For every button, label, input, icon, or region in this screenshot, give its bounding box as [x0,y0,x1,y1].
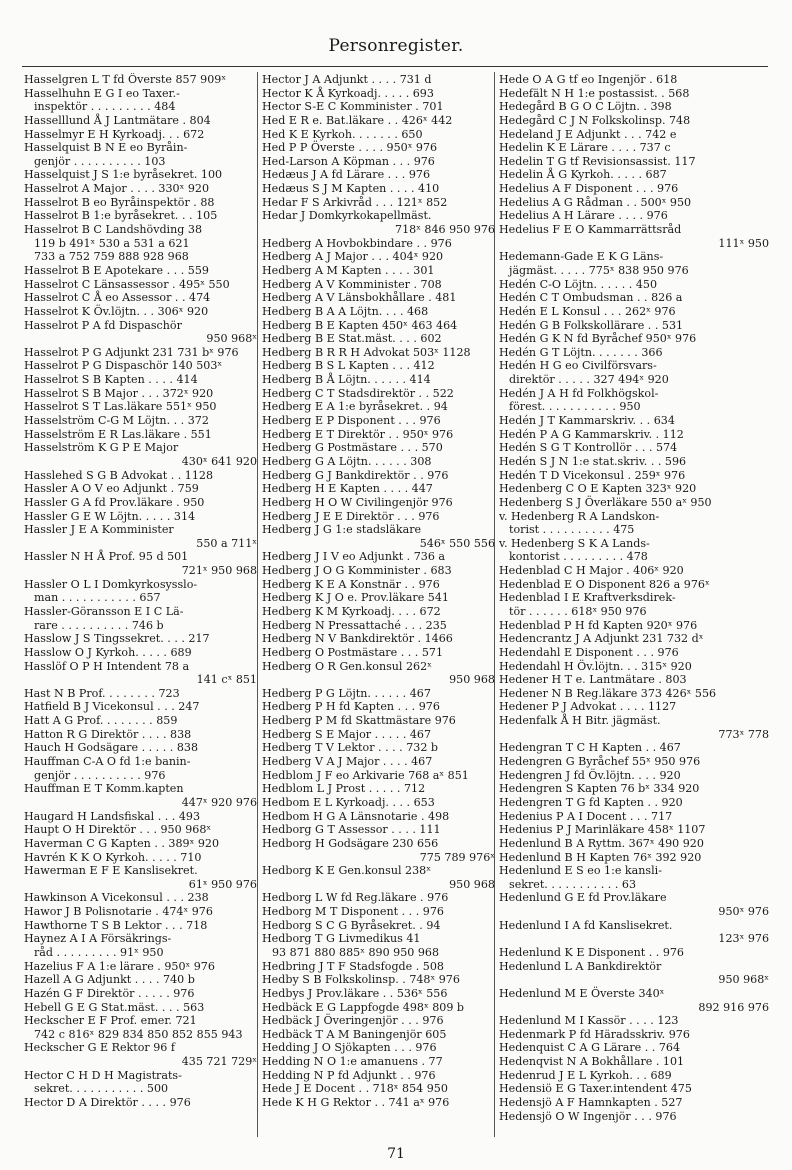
register-entry-continuation: 141 cˣ 851 [196,673,257,687]
header-rule [22,66,768,67]
register-entry-continuation: 123ˣ 976 [718,932,769,946]
register-entry: Hast N B Prof. . . . . . . . 723 [24,686,180,700]
register-entry: Hedberg J I V eo Adjunkt . 736 a [262,550,446,564]
page-number: 71 [387,1146,405,1162]
register-entry: Hedén E L Konsul . . . 262ˣ 976 [499,304,676,318]
register-entry: Hasslow O J Kyrkoh. . . . . 689 [24,645,192,659]
register-entry: Hedblom L J Prost . . . . . 712 [262,782,426,796]
register-entry: Hasselström E R Las.läkare . 551 [24,427,212,441]
register-entry-continuation: inspektör . . . . . . . . . 484 [34,100,176,114]
register-entry: Hede O A G tf eo Ingenjör . 618 [499,73,678,86]
register-entry-continuation: sekret. . . . . . . . . . . 500 [34,1082,169,1096]
register-entry: Hasselrot A Major . . . . 330ˣ 920 [24,182,210,196]
register-entry: Hedberg B A A Löjtn. . . . 468 [262,304,429,318]
register-entry: Hedberg S E Major . . . . . 467 [262,727,432,741]
register-entry: Hedelius F E O Kammarrättsråd [499,223,682,237]
register-entry: Hauffman E T Komm.kapten [24,782,184,796]
register-entry: Hasselgren L T fd Överste 857 909ˣ [24,73,227,86]
register-entry: Hedberg B E Kapten 450ˣ 463 464 [262,318,458,332]
register-entry: Hedenlund L A Bankdirektör [499,959,662,973]
register-entry: Hasselllund Å J Lantmätare . 804 [24,113,211,127]
register-entry: Hedar F S Arkivråd . . . 121ˣ 852 [262,195,448,209]
register-entry: Hedberg J G 1:e stadsläkare [262,523,422,537]
register-entry: Hasselhuhn E G I eo Taxer.- [24,86,180,100]
register-entry: Hedberg O R Gen.konsul 262ˣ [262,659,432,673]
register-column-2 [262,73,495,1110]
register-entry: Hedenberg S J Överläkare 550 aˣ 950 [499,495,712,509]
register-entry: Hasselquist B N E eo Byråin- [24,141,188,155]
register-entry: Hedengren G Byråchef 55ˣ 950 976 [499,755,701,769]
register-entry: Hedén S J N 1:e stat.skriv. . . 596 [499,454,687,468]
register-entry-continuation: 550 a 711ˣ [196,536,257,550]
register-entry: Hedenberg C O E Kapten 323ˣ 920 [499,482,697,496]
register-entry: Hedberg A M Kapten . . . . 301 [262,263,435,277]
register-entry: Hassler G E W Löjtn. . . . . 314 [24,509,196,523]
register-entry: Hedenmark P fd Häradsskriv. 976 [499,1027,690,1041]
register-entry: Hedén S G T Kontrollör . . . 574 [499,441,678,455]
register-entry: Hasselrot C Länsassessor . 495ˣ 550 [24,277,230,291]
register-entry: Hedberg E T Direktör . . 950ˣ 976 [262,427,454,441]
register-entry: Hedener P J Advokat . . . . 1127 [499,700,677,714]
register-entry: Hauffman C-A O fd 1:e banin- [24,755,191,769]
register-entry: Havrén K K O Kyrkoh. . . . . 710 [24,850,202,864]
register-entry: Hedén G T Löjtn. . . . . . . 366 [499,345,663,359]
register-entry: Hazén G F Direktör . . . . . 976 [24,986,195,1000]
register-entry: Hasselquist J S 1:e byråsekret. 100 [24,168,223,182]
register-entry: Hedborg H Godsägare 230 656 [262,836,439,850]
register-entry: Hawthorne T S B Lektor . . . 718 [24,918,208,932]
register-entry: Hedenlund M E Överste 340ˣ [499,986,665,1000]
register-entry-continuation: 721ˣ 950 968 [181,564,257,578]
register-entry: Hedenlund B H Kapten 76ˣ 392 920 [499,850,702,864]
register-entry-continuation: 950 968ˣ [206,332,257,346]
register-entry: Hasslow J S Tingssekret. . . . 217 [24,632,210,646]
register-entry: Hedberg G A Löjtn. . . . . . 308 [262,454,432,468]
register-entry: Hedén C T Ombudsman . . 826 a [499,291,683,305]
register-entry: Hedæus S J M Kapten . . . . 410 [262,182,440,196]
register-entry: Hedberg T V Lektor . . . . 732 b [262,741,439,755]
register-entry-continuation: 950 968 [449,877,495,891]
register-entry: Hedberg B R R H Advokat 503ˣ 1128 [262,345,471,359]
register-entry: Hasselström C-G M Löjtn. . . 372 [24,414,209,428]
register-entry: Hed P P Överste . . . . 950ˣ 976 [262,141,438,155]
register-entry: Hawkinson A Vicekonsul . . . 238 [24,891,209,905]
register-entry-continuation: 733 a 752 759 888 928 968 [34,250,189,264]
register-entry: Hedenius P A I Docent . . . 717 [499,809,673,823]
register-column-3 [499,73,769,1123]
register-entry: Hassler G A fd Prov.läkare . 950 [24,495,205,509]
register-entry: Hedberg J O G Komminister . 683 [262,564,452,578]
register-entry: Hasselmyr E H Kyrkoadj. . . 672 [24,127,205,141]
register-entry: Hedén G B Folkskollärare . . 531 [499,318,684,332]
register-entry: Hedberg J E E Direktör . . . 976 [262,509,440,523]
register-entry: Hedbys J Prov.läkare . . 536ˣ 556 [262,986,448,1000]
register-entry: Hedding N O 1:e amanuens . 77 [262,1055,443,1069]
register-entry: Hector J A Adjunkt . . . . 731 d [262,73,432,86]
register-entry: Hede K H G Rektor . . 741 aˣ 976 [262,1096,450,1110]
register-entry: Heckscher G E Rektor 96 f [24,1041,175,1055]
register-entry: Hedenqvist N A Bokhållare . 101 [499,1055,685,1069]
register-entry-continuation: 546ˣ 550 556 [419,536,495,550]
register-entry: Hedberg V A J Major . . . . 467 [262,755,433,769]
register-entry-continuation: 447ˣ 920 976 [181,795,257,809]
page-title: Personregister. [328,36,464,56]
register-entry: Hedbäck J Överingenjör . . . 976 [262,1014,444,1028]
register-entry: Hedengren S Kapten 76 bˣ 334 920 [499,782,700,796]
register-entry: Hedenlund G E fd Prov.läkare [499,891,667,905]
register-entry-continuation: 93 871 880 885ˣ 890 950 968 [272,946,440,959]
register-entry-continuation: 950 968ˣ [718,973,769,987]
register-entry-continuation: sekret. . . . . . . . . . . 63 [509,877,637,891]
register-entry: Hasselrot S B Kapten . . . . 414 [24,373,198,387]
register-entry: Hedenius P J Marinläkare 458ˣ 1107 [499,823,706,837]
register-entry: Hasselrot B E Apotekare . . . 559 [24,263,209,277]
register-entry-continuation: 435 721 729ˣ [181,1055,257,1069]
register-entry: Hedenlund E S eo 1:e kansli- [499,864,662,878]
register-entry: Hazelius F A 1:e lärare . 950ˣ 976 [24,959,215,973]
register-entry: Hedbom E L Kyrkoadj. . . . 653 [262,795,435,809]
register-entry: Hedberg B Å Löjtn. . . . . . 414 [262,373,431,387]
register-entry: Hawerman E F E Kanslisekret. [24,864,198,878]
register-entry: Hedberg H E Kapten . . . . 447 [262,482,433,496]
register-entry: Hasslöf O P H Intendent 78 a [24,659,190,673]
register-entry: Hedelin T G tf Revisionsassist. 117 [499,154,696,168]
register-entry: Hedberg K M Kyrkoadj. . . . 672 [262,604,441,618]
register-entry: Hedberg P G Löjtn. . . . . . 467 [262,686,431,700]
register-entry: Hedenlund K E Disponent . . 976 [499,946,684,959]
register-entry: Hedén T D Vicekonsul . 259ˣ 976 [499,468,686,482]
register-entry: Hedelius A H Lärare . . . . 976 [499,209,668,223]
register-entry: Hector S-E C Komminister . 701 [262,100,444,114]
register-entry: Hedberg B E Stat.mäst. . . . 602 [262,332,442,346]
register-entry-continuation: rare . . . . . . . . . . 746 b [34,618,164,632]
register-entry: Hedborg M T Disponent . . . 976 [262,905,444,919]
register-entry: Hedenlund M I Kassör . . . . 123 [499,1014,679,1028]
register-entry: Hassler A O V eo Adjunkt . 759 [24,482,199,496]
register-entry: Hedding J O Sjökapten . . . 976 [262,1041,437,1055]
register-entry: Hedberg B S L Kapten . . . 412 [262,359,435,373]
register-entry: Hasselrot P G Dispaschör 140 503ˣ [24,359,223,373]
register-entry: Hedendahl E Disponent . . . 976 [499,645,679,659]
register-entry-continuation: torist . . . . . . . . . . 475 [509,523,635,537]
register-entry-continuation: 119 b 491ˣ 530 a 531 a 621 [34,236,190,250]
register-entry: Hassler N H Å Prof. 95 d 501 [24,550,189,564]
register-entry: Hedborg S C G Byråsekret. . 94 [262,918,441,932]
register-entry: Hassler J E A Komminister [24,523,174,537]
register-entry: Hedelin K E Lärare . . . . 737 c [499,141,671,155]
register-entry: Hedensjö A F Hamnkapten . 527 [499,1096,683,1110]
register-entry: Hedberg K J O e. Prov.läkare 541 [262,591,449,605]
register-entry: Hedenblad I E Kraftverksdirek- [499,591,676,605]
register-entry: Hedborg K E Gen.konsul 238ˣ [262,864,431,878]
register-entry: Hector D A Direktör . . . . 976 [24,1096,191,1110]
register-entry: Hedendahl H Öv.löjtn. . . 315ˣ 920 [499,659,692,673]
register-entry: Hedengren J fd Öv.löjtn. . . . 920 [499,768,681,782]
register-entry: Hedeland J E Adjunkt . . . 742 e [499,127,677,141]
register-entry: Hasselrot K Öv.löjtn. . . 306ˣ 920 [24,304,209,318]
register-entry: Hedensjö O W Ingenjör . . . 976 [499,1109,677,1123]
register-entry-continuation: 950 968 [449,673,495,687]
register-entry: Hasslehed S G B Advokat . . 1128 [24,468,214,482]
register-entry: Hassler O L I Domkyrkosysslo- [24,577,198,591]
register-entry: Hatton R G Direktör . . . . 838 [24,727,192,741]
register-entry: Hedelius A F Disponent . . . 976 [499,182,679,196]
register-entry-continuation: direktör . . . . . 327 494ˣ 920 [509,373,669,387]
register-entry: Hedenblad P H fd Kapten 920ˣ 976 [499,618,698,632]
register-entry: Hedensiö E G Taxer.intendent 475 [499,1082,692,1096]
register-entry: Hasselrot S B Major . . . 372ˣ 920 [24,386,214,400]
register-entry: Hedæus J A fd Lärare . . . 976 [262,168,431,182]
register-entry-continuation: 61ˣ 950 976 [188,877,257,891]
register-entry: Hedborg T G Livmedikus 41 [262,932,421,946]
register-entry: Hedén J A H fd Folkhögskol- [499,386,659,400]
register-entry-continuation: 775 789 976ˣ [419,850,495,864]
register-entry: Haupt O H Direktör . . . 950 968ˣ [24,823,212,837]
register-entry: Hedar J Domkyrkokapellmäst. [262,209,432,223]
register-entry-continuation: 892 916 976 [698,1000,769,1014]
register-entry: Hedblom J F eo Arkivarie 768 aˣ 851 [262,768,469,782]
register-entry: Hedberg P M fd Skattmästare 976 [262,714,456,728]
register-entry-continuation: råd . . . . . . . . . 91ˣ 950 [34,946,164,959]
register-entry: Hawor J B Polisnotarie . 474ˣ 976 [24,905,213,919]
register-entry: v. Hedenberg R A Landskon- [499,509,660,523]
register-entry: Hedberg H O W Civilingenjör 976 [262,495,453,509]
register-entry: Hedefält N H 1:e postassist. . 568 [499,86,690,100]
register-entry: Hasselrot P G Adjunkt 231 731 bˣ 976 [24,345,239,359]
column-divider [257,72,258,1137]
register-entry: Hedenlund B A Ryttm. 367ˣ 490 920 [499,836,704,850]
register-entry: Hedbring J T F Stadsfogde . 508 [262,959,444,973]
register-entry: Hedelius A G Rådman . . 500ˣ 950 [499,195,692,209]
register-entry: Hedener N B Reg.läkare 373 426ˣ 556 [499,686,717,700]
register-entry: Hassler-Göransson E I C Lä- [24,604,184,618]
register-entry: Hector K Å Kyrkoadj. . . . . 693 [262,86,434,100]
register-entry-continuation: 773ˣ 778 [718,727,769,741]
register-entry: Hedberg C T Stadsdirektör . . 522 [262,386,454,400]
register-entry: Hauch H Godsägare . . . . . 838 [24,741,199,755]
register-entry: Hasselrot B eo Byråinspektör . 88 [24,195,215,209]
register-entry: Hedby S B Folkskolinsp. . 748ˣ 976 [262,973,460,987]
register-entry: Hedberg A V Länsbokhållare . 481 [262,291,457,305]
register-entry-continuation: 718ˣ 846 950 976 [395,223,495,237]
register-entry: Hedén P A G Kammarskriv. . 112 [499,427,684,441]
register-entry: Hedberg N Pressattaché . . . 235 [262,618,447,632]
column-divider [494,72,495,1137]
register-entry: Hede J E Docent . . 718ˣ 854 950 [262,1082,448,1096]
register-entry-continuation: tör . . . . . . 618ˣ 950 976 [509,604,647,618]
register-entry: Hedbäck E G Lappfogde 498ˣ 809 b [262,1000,465,1014]
register-entry: Hedelin Å G Kyrkoh. . . . . 687 [499,168,667,182]
register-entry: Hedengran T C H Kapten . . 467 [499,741,681,755]
register-entry: Hedenblad C H Major . 406ˣ 920 [499,564,684,578]
register-entry: Hedegård C J N Folkskolinsp. 748 [499,113,691,127]
register-entry: Hedenfalk Å H Bitr. jägmäst. [499,714,661,728]
register-entry: Hed K E Kyrkoh. . . . . . . 650 [262,127,423,141]
register-entry: Hedberg A Hovbokbindare . . 976 [262,236,452,250]
register-entry: Hedemann-Gade E K G Läns- [499,250,664,264]
register-entry: Hedén G K N fd Byråchef 950ˣ 976 [499,332,697,346]
register-entry: Hedberg K E A Konstnär . . 976 [262,577,440,591]
register-entry: Hedegård B G O C Löjtn. . 398 [499,100,672,114]
register-entry: Hatfield B J Vicekonsul . . . 247 [24,700,200,714]
register-entry-continuation: 430ˣ 641 920 [181,454,257,468]
register-entry: Hasselrot B 1:e byråsekret. . . 105 [24,209,218,223]
register-entry: v. Hedenberg S K A Lands- [499,536,650,550]
register-column-1 [24,73,257,1110]
register-entry: Hedberg A V Komminister . 708 [262,277,442,291]
register-entry: Hector C H D H Magistrats- [24,1068,182,1082]
register-entry: Hebell G E G Stat.mäst. . . . 563 [24,1000,205,1014]
register-entry: Hedengren T G fd Kapten . . 920 [499,795,683,809]
register-entry: Hedberg N V Bankdirektör . 1466 [262,632,453,646]
register-entry-continuation: förest. . . . . . . . . . . 950 [509,400,641,414]
register-entry: Hedener H T e. Lantmätare . 803 [499,673,687,687]
register-entry: Hasselström K G P E Major [24,441,179,455]
register-entry: Hazell A G Adjunkt . . . . 740 b [24,973,195,987]
register-entry: Hedberg G J Bankdirektör . . 976 [262,468,449,482]
register-entry: Hedberg E P Disponent . . . 976 [262,414,441,428]
register-entry: Hedbom H G A Länsnotarie . 498 [262,809,450,823]
register-entry: Hedberg E A 1:e byråsekret. . 94 [262,400,448,414]
register-entry-continuation: genjör . . . . . . . . . . 103 [34,154,166,168]
register-entry-continuation: jägmäst. . . . . 775ˣ 838 950 976 [509,263,689,277]
register-entry: Hedenrud J E L Kyrkoh. . . 689 [499,1068,672,1082]
register-entry: Hedencrantz J A Adjunkt 231 732 dˣ [499,632,704,646]
register-entry: Hedén H G eo Civilförsvars- [499,359,657,373]
register-entry: Hedenblad E O Disponent 826 a 976ˣ [499,577,710,591]
register-entry: Hedén J T Kammarskriv. . . 634 [499,414,675,428]
register-entry: Hedenlund I A fd Kanslisekret. [499,918,673,932]
register-entry-continuation: 950ˣ 976 [718,905,769,919]
register-entry: Hasselrot C Å eo Assessor . . 474 [24,291,211,305]
register-entry: Haverman C G Kapten . . 389ˣ 920 [24,836,220,850]
register-entry: Hedborg L W fd Reg.läkare . 976 [262,891,449,905]
register-entry: Hedberg P H fd Kapten . . . 976 [262,700,440,714]
register-entry: Hedén C-O Löjtn. . . . . . 450 [499,277,658,291]
register-entry: Hedberg O Postmästare . . . 571 [262,645,444,659]
register-entry: Hed-Larson A Köpman . . . 976 [262,154,435,168]
register-entry-continuation: genjör . . . . . . . . . . 976 [34,768,166,782]
register-entry: Hatt A G Prof. . . . . . . . 859 [24,714,178,728]
register-entry: Hedding N P fd Adjunkt . . 976 [262,1068,436,1082]
register-entry: Haugard H Landsfiskal . . . 493 [24,809,201,823]
register-entry: Hasselrot S T Las.läkare 551ˣ 950 [24,400,217,414]
register-entry: Hedberg A J Major . . . 404ˣ 920 [262,250,444,264]
register-entry-continuation: 742 c 816ˣ 829 834 850 852 855 943 [34,1027,243,1041]
register-entry: Hedenquist C A G Lärare . . 764 [499,1041,681,1055]
register-entry-continuation: man . . . . . . . . . . . 657 [34,591,161,605]
register-entry: Haynez A I A Försäkrings- [24,932,172,946]
register-entry: Hedbäck T A M Baningenjör 605 [262,1027,447,1041]
register-entry: Hedberg G Postmästare . . . 570 [262,441,443,455]
register-entry: Hedborg G T Assessor . . . . 111 [262,823,441,837]
register-entry: Hed E R e. Bat.läkare . . 426ˣ 442 [262,113,453,127]
register-entry: Heckscher E F Prof. emer. 721 [24,1014,197,1028]
register-entry-continuation: 111ˣ 950 [718,236,769,250]
register-entry-continuation: kontorist . . . . . . . . . 478 [509,550,648,564]
register-entry: Hasselrot P A fd Dispaschör [24,318,182,332]
register-entry: Hasselrot B C Landshövding 38 [24,223,202,237]
